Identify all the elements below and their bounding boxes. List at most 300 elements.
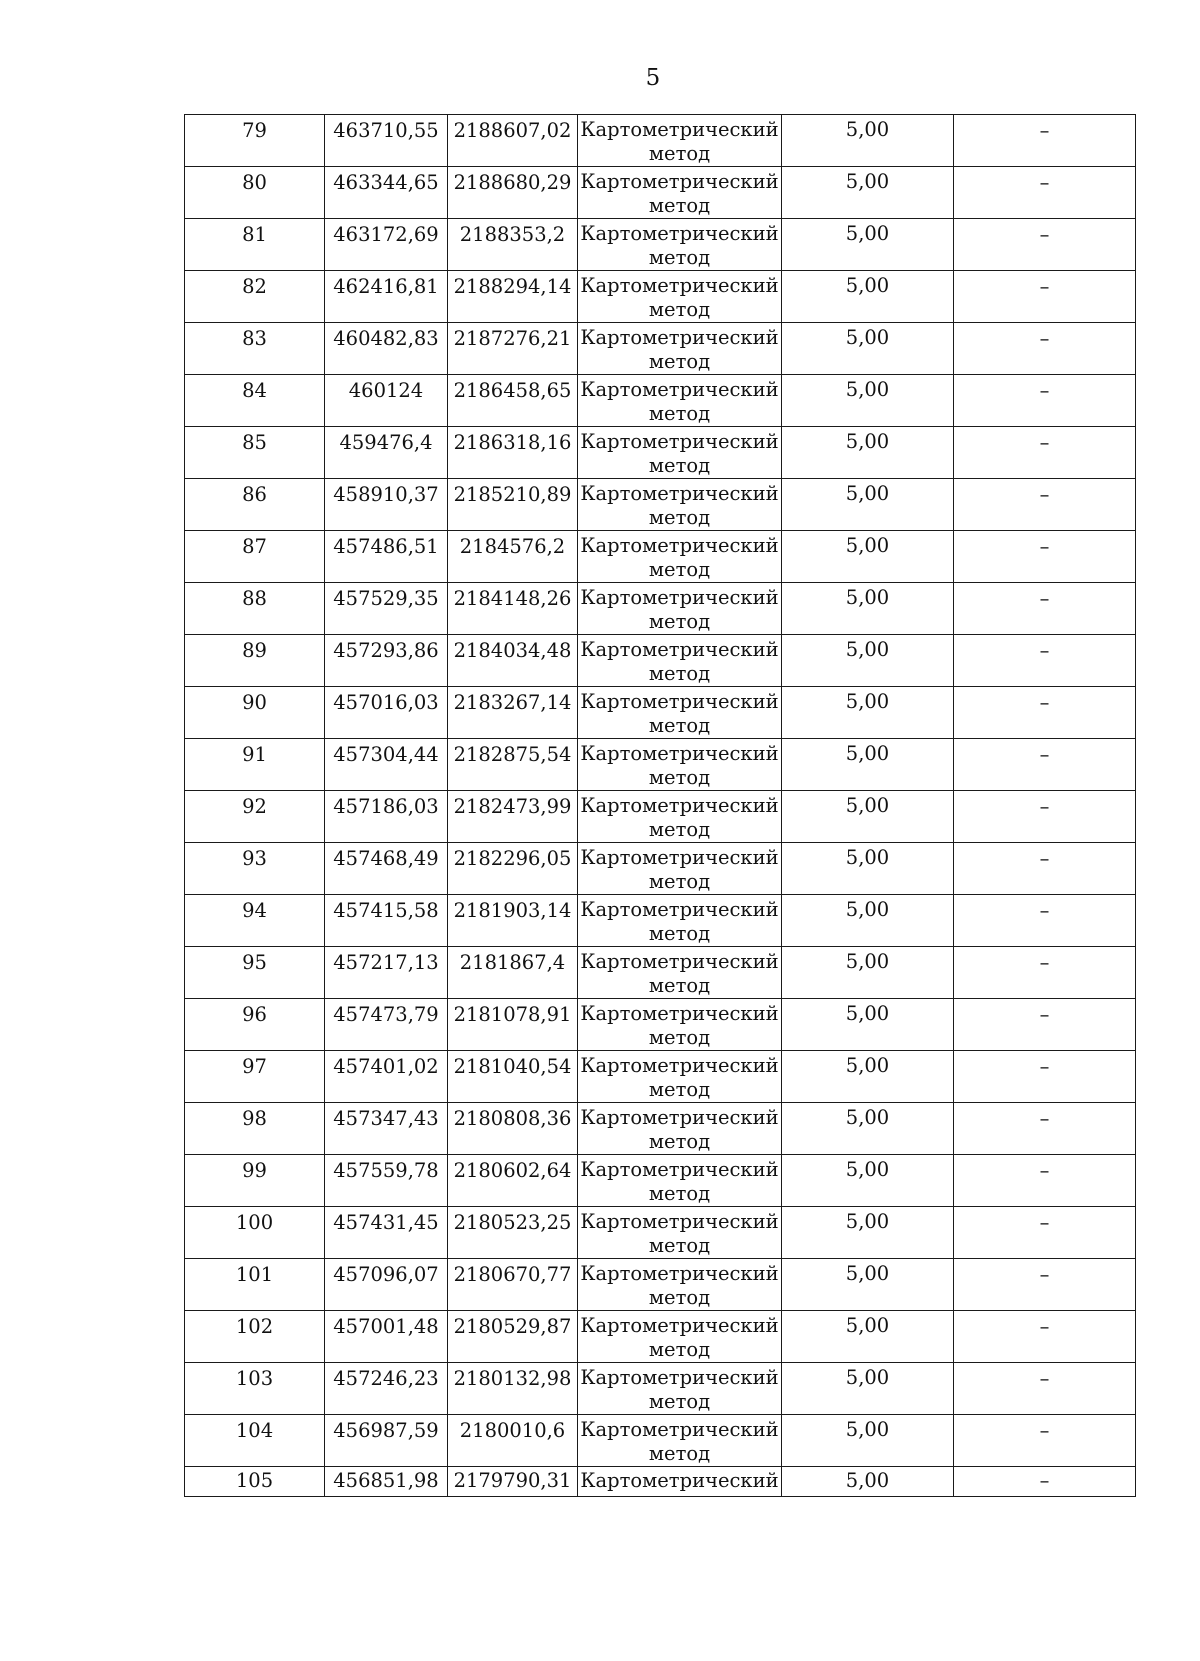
method-text-line2: метод [648, 298, 711, 321]
x-coordinate: 457001,48 [333, 1315, 439, 1338]
method-cell [578, 1363, 782, 1415]
point-number: 101 [235, 1263, 274, 1286]
y-coordinate-cell [448, 1051, 578, 1103]
page-number: 5 [645, 65, 661, 91]
x-coordinate: 456851,98 [333, 1469, 439, 1492]
accuracy-cell [782, 1051, 954, 1103]
method-text-line2: метод [648, 1234, 711, 1257]
description-value: – [1039, 1419, 1050, 1442]
accuracy-value: 5,00 [845, 1210, 890, 1233]
point-number-cell [185, 1207, 325, 1259]
method-text-line1: Картометрический [580, 118, 779, 141]
y-coordinate: 2183267,14 [453, 691, 572, 714]
method-text-line1: Картометрический [580, 274, 779, 297]
description-value: – [1039, 743, 1050, 766]
y-coordinate: 2186318,16 [453, 431, 572, 454]
point-number-cell [185, 1363, 325, 1415]
x-coordinate-cell [325, 115, 448, 167]
method-text-line2: метод [648, 974, 711, 997]
x-coordinate: 457529,35 [333, 587, 439, 610]
x-coordinate-cell [325, 271, 448, 323]
description-value: – [1039, 1367, 1050, 1390]
table-row [185, 1155, 1136, 1207]
accuracy-value: 5,00 [845, 378, 890, 401]
x-coordinate-cell [325, 687, 448, 739]
description-value: – [1039, 223, 1050, 246]
x-coordinate: 460482,83 [333, 327, 439, 350]
y-coordinate: 2181078,91 [453, 1003, 572, 1026]
method-text-line2: метод [648, 662, 711, 685]
point-number: 94 [242, 899, 267, 922]
method-text-line1: Картометрический [580, 794, 779, 817]
accuracy-cell [782, 479, 954, 531]
description-value: – [1039, 1315, 1050, 1338]
description-value: – [1039, 327, 1050, 350]
y-coordinate: 2181040,54 [453, 1055, 572, 1078]
method-cell [578, 1415, 782, 1467]
description-cell [954, 947, 1136, 999]
table-row [185, 1363, 1136, 1415]
description-value: – [1039, 951, 1050, 974]
x-coordinate-cell [325, 427, 448, 479]
x-coordinate-cell [325, 323, 448, 375]
description-value: – [1039, 587, 1050, 610]
description-value: – [1039, 899, 1050, 922]
x-coordinate: 457217,13 [333, 951, 439, 974]
method-text-line1: Картометрический [580, 430, 779, 453]
accuracy-cell [782, 583, 954, 635]
description-cell [954, 895, 1136, 947]
method-text-line1: Картометрический [580, 742, 779, 765]
x-coordinate-cell [325, 843, 448, 895]
x-coordinate: 462416,81 [333, 275, 439, 298]
point-number-cell [185, 271, 325, 323]
description-cell [954, 1207, 1136, 1259]
x-coordinate-cell [325, 1103, 448, 1155]
y-coordinate: 2185210,89 [453, 483, 572, 506]
table-row [185, 167, 1136, 219]
table-row [185, 1415, 1136, 1467]
x-coordinate: 457246,23 [333, 1367, 439, 1390]
x-coordinate: 459476,4 [339, 431, 433, 454]
method-text-line2: метод [648, 766, 711, 789]
table-row [185, 1051, 1136, 1103]
method-text-line2: метод [648, 558, 711, 581]
accuracy-cell [782, 791, 954, 843]
accuracy-value: 5,00 [845, 534, 890, 557]
x-coordinate-cell [325, 375, 448, 427]
method-cell [578, 1311, 782, 1363]
accuracy-value: 5,00 [845, 794, 890, 817]
y-coordinate: 2179790,31 [453, 1469, 572, 1492]
description-cell [954, 1259, 1136, 1311]
x-coordinate-cell [325, 739, 448, 791]
point-number: 95 [242, 951, 267, 974]
point-number-cell [185, 323, 325, 375]
description-value: – [1039, 1469, 1050, 1492]
point-number: 105 [235, 1469, 274, 1492]
method-text-line1: Картометрический [580, 586, 779, 609]
table-row [185, 323, 1136, 375]
y-coordinate: 2186458,65 [453, 379, 572, 402]
point-number-cell [185, 583, 325, 635]
x-coordinate-cell [325, 1259, 448, 1311]
x-coordinate-cell [325, 531, 448, 583]
y-coordinate: 2184148,26 [453, 587, 572, 610]
table-row [185, 1207, 1136, 1259]
point-number-cell [185, 895, 325, 947]
accuracy-cell [782, 375, 954, 427]
point-number: 86 [242, 483, 267, 506]
method-cell [578, 531, 782, 583]
point-number-cell [185, 687, 325, 739]
description-cell [954, 271, 1136, 323]
y-coordinate-cell [448, 635, 578, 687]
table-row [185, 115, 1136, 167]
accuracy-value: 5,00 [845, 170, 890, 193]
description-cell [954, 687, 1136, 739]
table-row [185, 1103, 1136, 1155]
y-coordinate-cell [448, 583, 578, 635]
accuracy-cell [782, 531, 954, 583]
accuracy-value: 5,00 [845, 898, 890, 921]
point-number-cell [185, 739, 325, 791]
y-coordinate: 2187276,21 [453, 327, 572, 350]
method-text-line1: Картометрический [580, 950, 779, 973]
point-number: 91 [242, 743, 267, 766]
description-cell [954, 583, 1136, 635]
y-coordinate: 2180670,77 [453, 1263, 572, 1286]
point-number: 97 [242, 1055, 267, 1078]
method-text-line2: метод [648, 1338, 711, 1361]
point-number: 96 [242, 1003, 267, 1026]
point-number: 92 [242, 795, 267, 818]
description-value: – [1039, 1055, 1050, 1078]
accuracy-cell [782, 323, 954, 375]
method-text-line1: Картометрический [580, 898, 779, 921]
point-number: 104 [235, 1419, 274, 1442]
x-coordinate-cell [325, 219, 448, 271]
description-cell [954, 1051, 1136, 1103]
description-value: – [1039, 275, 1050, 298]
point-number: 89 [242, 639, 267, 662]
method-cell [578, 895, 782, 947]
description-value: – [1039, 119, 1050, 142]
point-number: 102 [235, 1315, 274, 1338]
method-cell [578, 115, 782, 167]
description-cell [954, 375, 1136, 427]
method-cell [578, 167, 782, 219]
x-coordinate-cell [325, 999, 448, 1051]
y-coordinate: 2180010,6 [459, 1419, 566, 1442]
x-coordinate-cell [325, 1467, 448, 1497]
method-cell [578, 947, 782, 999]
description-cell [954, 219, 1136, 271]
y-coordinate-cell [448, 1207, 578, 1259]
method-text-line1: Картометрический [580, 1366, 779, 1389]
table-row [185, 1259, 1136, 1311]
method-text-line2: метод [648, 610, 711, 633]
point-number: 83 [242, 327, 267, 350]
description-value: – [1039, 1003, 1050, 1026]
method-cell [578, 1207, 782, 1259]
description-cell [954, 115, 1136, 167]
table-row [185, 427, 1136, 479]
method-text-line2: метод [648, 1130, 711, 1153]
point-number: 90 [242, 691, 267, 714]
accuracy-cell [782, 739, 954, 791]
method-text-line1: Картометрический [580, 1054, 779, 1077]
y-coordinate: 2184034,48 [453, 639, 572, 662]
table-row [185, 271, 1136, 323]
point-number-cell [185, 531, 325, 583]
x-coordinate-cell [325, 635, 448, 687]
y-coordinate-cell [448, 791, 578, 843]
accuracy-cell [782, 1467, 954, 1497]
accuracy-value: 5,00 [845, 222, 890, 245]
description-cell [954, 1311, 1136, 1363]
point-number: 80 [242, 171, 267, 194]
description-value: – [1039, 379, 1050, 402]
table-row [185, 219, 1136, 271]
method-cell [578, 375, 782, 427]
description-value: – [1039, 639, 1050, 662]
point-number-cell [185, 115, 325, 167]
method-text-line1: Картометрический [580, 846, 779, 869]
table-row [185, 687, 1136, 739]
method-text-line2: метод [648, 142, 711, 165]
x-coordinate-cell [325, 791, 448, 843]
method-text-line1: Картометрический [580, 638, 779, 661]
accuracy-value: 5,00 [845, 1314, 890, 1337]
table-row [185, 479, 1136, 531]
method-text-line1: Картометрический [580, 170, 779, 193]
table-row [185, 375, 1136, 427]
point-number-cell [185, 1155, 325, 1207]
method-text-line1: Картометрический [580, 534, 779, 557]
accuracy-cell [782, 895, 954, 947]
x-coordinate-cell [325, 479, 448, 531]
method-text-line1: Картометрический [580, 1210, 779, 1233]
method-text-line2: метод [648, 402, 711, 425]
method-cell [578, 1051, 782, 1103]
description-value: – [1039, 1107, 1050, 1130]
accuracy-cell [782, 271, 954, 323]
coordinates-table [184, 114, 1136, 1497]
description-value: – [1039, 483, 1050, 506]
x-coordinate: 463172,69 [333, 223, 439, 246]
accuracy-cell [782, 687, 954, 739]
accuracy-value: 5,00 [845, 1158, 890, 1181]
description-value: – [1039, 535, 1050, 558]
table-row [185, 895, 1136, 947]
y-coordinate: 2182296,05 [453, 847, 572, 870]
point-number: 84 [242, 379, 267, 402]
accuracy-cell [782, 219, 954, 271]
point-number: 99 [242, 1159, 267, 1182]
accuracy-cell [782, 947, 954, 999]
accuracy-value: 5,00 [845, 274, 890, 297]
x-coordinate: 457468,49 [333, 847, 439, 870]
y-coordinate-cell [448, 375, 578, 427]
y-coordinate: 2181867,4 [459, 951, 566, 974]
method-text-line2: метод [648, 1390, 711, 1413]
method-cell [578, 843, 782, 895]
description-cell [954, 843, 1136, 895]
y-coordinate-cell [448, 1259, 578, 1311]
point-number: 79 [242, 119, 267, 142]
y-coordinate-cell [448, 271, 578, 323]
method-text-line1: Картометрический [580, 1469, 779, 1492]
y-coordinate-cell [448, 531, 578, 583]
description-value: – [1039, 847, 1050, 870]
method-cell [578, 427, 782, 479]
method-text-line2: метод [648, 714, 711, 737]
point-number: 93 [242, 847, 267, 870]
y-coordinate-cell [448, 1103, 578, 1155]
method-cell [578, 1155, 782, 1207]
accuracy-value: 5,00 [845, 118, 890, 141]
table-row [185, 843, 1136, 895]
method-cell [578, 1467, 782, 1497]
accuracy-value: 5,00 [845, 742, 890, 765]
y-coordinate-cell [448, 843, 578, 895]
accuracy-value: 5,00 [845, 1262, 890, 1285]
y-coordinate: 2188294,14 [453, 275, 572, 298]
point-number-cell [185, 1415, 325, 1467]
accuracy-value: 5,00 [845, 482, 890, 505]
point-number: 85 [242, 431, 267, 454]
accuracy-value: 5,00 [845, 1418, 890, 1441]
y-coordinate-cell [448, 687, 578, 739]
point-number-cell [185, 479, 325, 531]
method-text-line2: метод [648, 870, 711, 893]
x-coordinate: 463344,65 [333, 171, 439, 194]
accuracy-value: 5,00 [845, 1054, 890, 1077]
description-cell [954, 427, 1136, 479]
point-number: 88 [242, 587, 267, 610]
point-number-cell [185, 635, 325, 687]
y-coordinate-cell [448, 1415, 578, 1467]
table-row [185, 947, 1136, 999]
accuracy-cell [782, 1155, 954, 1207]
table-row [185, 531, 1136, 583]
x-coordinate: 457431,45 [333, 1211, 439, 1234]
y-coordinate-cell [448, 479, 578, 531]
description-cell [954, 1467, 1136, 1497]
accuracy-value: 5,00 [845, 846, 890, 869]
y-coordinate: 2180808,36 [453, 1107, 572, 1130]
point-number: 98 [242, 1107, 267, 1130]
accuracy-value: 5,00 [845, 638, 890, 661]
description-cell [954, 1415, 1136, 1467]
accuracy-cell [782, 1311, 954, 1363]
method-text-line1: Картометрический [580, 222, 779, 245]
method-cell [578, 323, 782, 375]
accuracy-value: 5,00 [845, 1106, 890, 1129]
y-coordinate-cell [448, 895, 578, 947]
y-coordinate: 2184576,2 [459, 535, 566, 558]
x-coordinate-cell [325, 895, 448, 947]
description-cell [954, 1103, 1136, 1155]
accuracy-value: 5,00 [845, 326, 890, 349]
x-coordinate: 463710,55 [333, 119, 439, 142]
x-coordinate: 457304,44 [333, 743, 439, 766]
y-coordinate: 2188607,02 [453, 119, 572, 142]
accuracy-cell [782, 1363, 954, 1415]
description-cell [954, 791, 1136, 843]
x-coordinate: 457401,02 [333, 1055, 439, 1078]
method-cell [578, 479, 782, 531]
point-number-cell [185, 427, 325, 479]
point-number-cell [185, 1103, 325, 1155]
description-cell [954, 1363, 1136, 1415]
method-text-line1: Картометрический [580, 690, 779, 713]
x-coordinate: 457347,43 [333, 1107, 439, 1130]
point-number: 82 [242, 275, 267, 298]
x-coordinate: 457016,03 [333, 691, 439, 714]
point-number-cell [185, 791, 325, 843]
x-coordinate-cell [325, 1415, 448, 1467]
method-cell [578, 791, 782, 843]
method-text-line1: Картометрический [580, 378, 779, 401]
accuracy-value: 5,00 [845, 430, 890, 453]
method-text-line2: метод [648, 1026, 711, 1049]
x-coordinate-cell [325, 1155, 448, 1207]
point-number: 103 [235, 1367, 274, 1390]
point-number-cell [185, 1051, 325, 1103]
x-coordinate-cell [325, 1207, 448, 1259]
accuracy-cell [782, 843, 954, 895]
point-number-cell [185, 219, 325, 271]
point-number-cell [185, 1311, 325, 1363]
method-text-line2: метод [648, 1442, 711, 1465]
point-number-cell [185, 375, 325, 427]
method-text-line2: метод [648, 350, 711, 373]
accuracy-cell [782, 999, 954, 1051]
method-cell [578, 271, 782, 323]
method-text-line2: метод [648, 454, 711, 477]
method-text-line1: Картометрический [580, 1002, 779, 1025]
x-coordinate: 457486,51 [333, 535, 439, 558]
description-value: – [1039, 171, 1050, 194]
y-coordinate: 2180523,25 [453, 1211, 572, 1234]
method-cell [578, 1259, 782, 1311]
method-text-line2: метод [648, 1286, 711, 1309]
y-coordinate-cell [448, 1467, 578, 1497]
point-number-cell [185, 1259, 325, 1311]
point-number-cell [185, 999, 325, 1051]
y-coordinate: 2188353,2 [459, 223, 566, 246]
y-coordinate-cell [448, 219, 578, 271]
y-coordinate: 2182875,54 [453, 743, 572, 766]
method-cell [578, 687, 782, 739]
method-cell [578, 583, 782, 635]
table-row [185, 1467, 1136, 1497]
y-coordinate-cell [448, 739, 578, 791]
x-coordinate-cell [325, 1051, 448, 1103]
y-coordinate: 2180602,64 [453, 1159, 572, 1182]
accuracy-value: 5,00 [845, 586, 890, 609]
description-cell [954, 167, 1136, 219]
y-coordinate: 2180132,98 [453, 1367, 572, 1390]
accuracy-value: 5,00 [845, 1366, 890, 1389]
description-cell [954, 999, 1136, 1051]
x-coordinate: 457096,07 [333, 1263, 439, 1286]
y-coordinate: 2180529,87 [453, 1315, 572, 1338]
method-text-line1: Картометрический [580, 326, 779, 349]
accuracy-cell [782, 1207, 954, 1259]
